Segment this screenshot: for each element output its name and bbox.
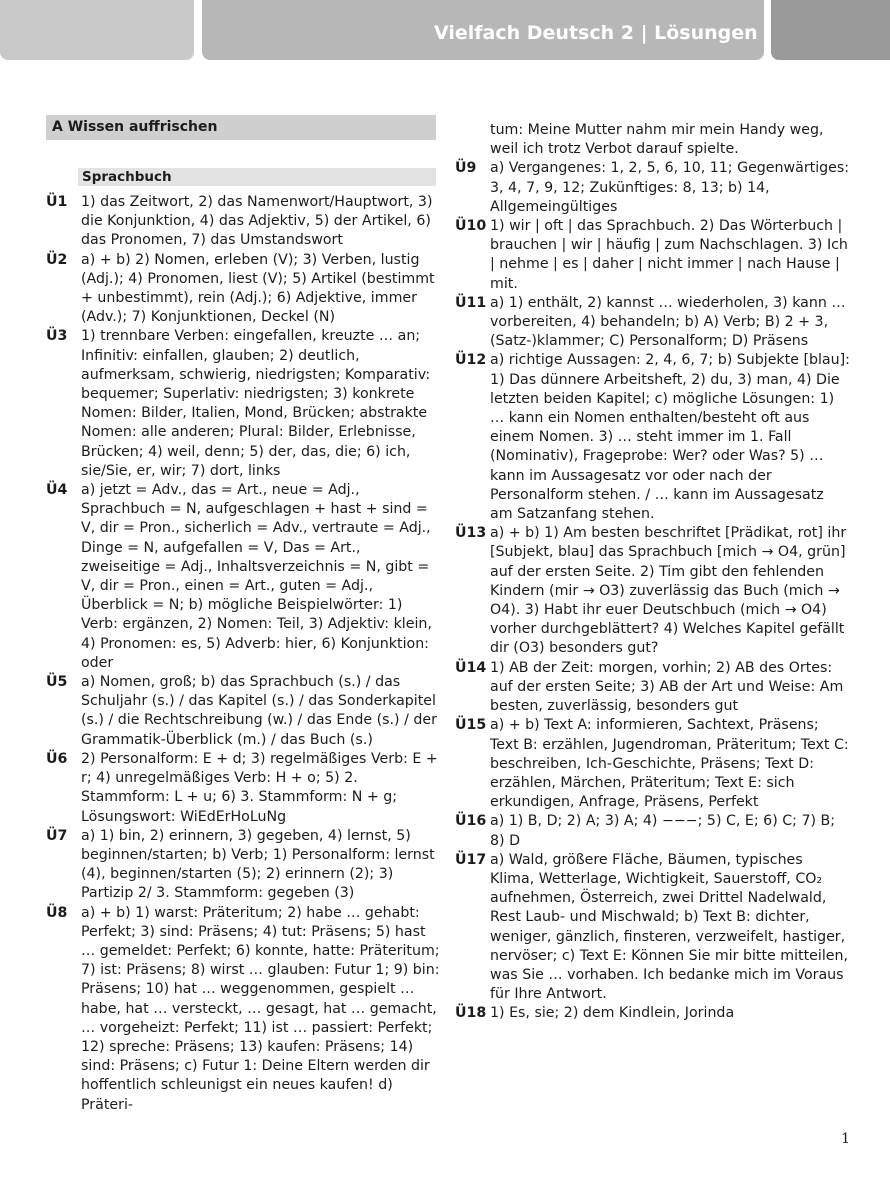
exercise-answer: 1) AB der Zeit: morgen, vorhin; 2) AB des Ortes: auf der ersten Seite; 3) AB der Art und Weise: Am besten, zuverlässig, besonders gut — [490, 659, 844, 715]
exercise-u18 — [455, 1004, 850, 1023]
exercise-answer: a) Wald, größere Fläche, Bäumen, typisches Klima, Wetterlage, Wichtigkeit, Sauerstoff, CO₂ aufnehmen, Österreich, zwei Drittel Nadelwald, Rest Laub- und Mischwald; b) Text B: dichter, weniger, gänzlich, finsteren, verzweifelt, hastiger, nervöser; c) Text E: Können Sie mir bitte mitteilen, was Sie … vorhaben. Ich bedanke mich im Voraus für Ihre Antwort. — [490, 851, 848, 1003]
exercise-u1 — [46, 193, 440, 251]
exercise-answer: a) + b) 1) warst: Präteritum; 2) habe … gehabt: Perfekt; 3) sind: Präsens; 4) tut: Präsens; 5) hast … gemeldet: Perfekt; 6) konnte, hatte: Präteritum; 7) ist: Präsens; 8) wirst … glauben: Futur 1; 9) bin: Präsens; 10) hat … weggenommen, gespielt … habe, hat … versteckt, … gesagt, hat … gemacht, … vorgeheizt: Perfekt; 11) ist … passiert: Perfekt; 12) spreche: Präsens; 13) kaufen: Präsens; 14) sind: Präsens; c) Futur 1: Deine Eltern werden dir hoffentlich schleunigst ein neues kaufen! d) Präteri- — [81, 904, 440, 1113]
page-number: 1 — [841, 1131, 850, 1147]
exercise-number: Ü4 — [46, 482, 68, 499]
exercise-u3 — [46, 327, 440, 481]
exercise-answer: a) + b) 1) Am besten beschriftet [Prädikat, rot] ihr [Subjekt, blau] das Sprachbuch [mich → O4, grün] auf der ersten Seite. 2) Tim gibt den fehlenden Kindern (mir → O3) zuverlässig das Buch (mich → O4). 3) Habt ihr euer Deutschbuch (mich → O4) vorher durchgeblättert? 4) Welches Kapitel gefällt dir (O3) besonders gut? — [490, 525, 847, 657]
exercise-u10 — [455, 217, 850, 294]
exercise-number: Ü18 — [455, 1005, 487, 1022]
exercise-u5 — [46, 673, 440, 750]
exercise-number: Ü8 — [46, 904, 68, 921]
exercise-answer: a) Nomen, groß; b) das Sprachbuch (s.) / das Schuljahr (s.) / das Kapitel (s.) / das Sonderkapitel (s.) / die Rechtschreibung (w.) / das Ende (s.) / der Grammatik-Überblick (m.) / das Buch (s.) — [81, 674, 437, 748]
exercise-u6 — [46, 750, 440, 827]
exercise-u8-continued — [455, 121, 850, 159]
exercise-number: Ü17 — [455, 851, 487, 868]
exercise-answer: a) 1) B, D; 2) A; 3) A; 4) −−−; 5) C, E; 6) C; 7) B; 8) D — [490, 813, 836, 849]
exercise-u7 — [46, 827, 440, 904]
exercise-u4 — [46, 481, 440, 673]
exercise-number: Ü14 — [455, 659, 487, 676]
exercise-u13 — [455, 524, 850, 658]
exercise-answer: a) jetzt = Adv., das = Art., neue = Adj., Sprachbuch = N, aufgeschlagen + hast + sind = V, dir = Pron., sicherlich = Adv., vertraute = Adj., Dinge = N, aufgefallen = V, Das = Art., zweiseitige = Adj., Inhaltsverzeichnis = N, gibt = V, dir = Pron., einen = Art., guten = Adj., Überblick = N; b) mögliche Beispielwörter: 1) Verb: ergänzen, 2) Nomen: Teil, 3) Adjektiv: klein, 4) Pronomen: es, 5) Adverb: hier, 6) Konjunktion: oder — [81, 482, 432, 671]
exercise-answer: a) richtige Aussagen: 2, 4, 6, 7; b) Subjekte [blau]: 1) Das dünnere Arbeitsheft, 2) du, 3) man, 4) Die letzten beiden Kapitel; c) mögliche Lösungen: 1) … kann ein Nomen enthalten/besteht oft aus einem Nomen. 3) … steht immer im 1. Fall (Nominativ), Frageprobe: Wer? oder Was? 5) … kann im Aussagesatz vor oder nach der Personalform stehen. / … kann im Aussagesatz am Satzanfang stehen. — [490, 352, 850, 523]
exercise-u16 — [455, 812, 850, 850]
exercise-u8 — [46, 904, 440, 1115]
exercise-u14 — [455, 659, 850, 717]
exercise-u17 — [455, 851, 850, 1005]
left-column — [46, 193, 440, 1115]
exercise-number: Ü9 — [455, 160, 477, 177]
exercise-u11 — [455, 294, 850, 352]
exercise-number: Ü3 — [46, 328, 68, 345]
exercise-answer: 2) Personalform: E + d; 3) regelmäßiges Verb: E + r; 4) unregelmäßiges Verb: H + o; 5) 2. Stammform: L + u; 6) 3. Stammform: N + g; Lösungswort: WiEdErHoLuNg — [81, 750, 438, 825]
section-heading: A Wissen auffrischen — [46, 115, 436, 140]
exercise-u15 — [455, 716, 850, 812]
exercise-number: Ü16 — [455, 813, 487, 830]
exercise-answer: tum: Meine Mutter nahm mir mein Handy weg, weil ich trotz Verbot darauf spielte. — [490, 122, 824, 158]
subsection-heading: Sprachbuch — [78, 168, 436, 186]
exercise-answer: 1) das Zeitwort, 2) das Namenwort/Hauptwort, 3) die Konjunktion, 4) das Adjektiv, 5) der Artikel, 6) das Pronomen, 7) das Umstandswort — [81, 194, 433, 249]
exercise-u2 — [46, 251, 440, 328]
header-tab-right — [771, 0, 890, 60]
exercise-answer: 1) Es, sie; 2) dem Kindlein, Jorinda — [490, 1005, 735, 1022]
exercise-number — [455, 121, 490, 159]
exercise-number: Ü12 — [455, 352, 487, 369]
exercise-number: Ü15 — [455, 717, 487, 734]
exercise-u12 — [455, 351, 850, 524]
page-title: Vielfach Deutsch 2 | Lösungen — [434, 22, 758, 44]
exercise-number: Ü5 — [46, 674, 68, 691]
exercise-answer: a) + b) 2) Nomen, erleben (V); 3) Verben, lustig (Adj.); 4) Pronomen, liest (V); 5) Artikel (bestimmt + unbestimmt), rein (Adj.); 6) Adjektive, immer (Adv.); 7) Konjunktionen, Deckel (N) — [81, 251, 435, 326]
exercise-number: Ü1 — [46, 194, 68, 210]
exercise-answer: a) Vergangenes: 1, 2, 5, 6, 10, 11; Gegenwärtiges: 3, 4, 7, 9, 12; Zukünftiges: 8, 13; b) 14, Allgemeingültiges — [490, 160, 850, 215]
exercise-u9 — [455, 159, 850, 217]
exercise-answer: a) 1) enthält, 2) kannst … wiederholen, 3) kann … vorbereiten, 4) behandeln; b) A) Verb; B) 2 + 3, (Satz-)klammer; C) Personalform; D) Präsens — [490, 294, 846, 350]
exercise-number: Ü6 — [46, 750, 68, 767]
exercise-number: Ü10 — [455, 218, 487, 235]
exercise-number: Ü7 — [46, 827, 68, 844]
exercise-answer: 1) wir | oft | das Sprachbuch. 2) Das Wörterbuch | brauchen | wir | häufig | zum Nachschlagen. 3) Ich | nehme | es | daher | nicht immer | nach Hause | mit. — [490, 218, 848, 292]
exercise-number: Ü13 — [455, 525, 487, 542]
exercise-number: Ü2 — [46, 251, 68, 268]
right-column — [455, 121, 850, 1024]
exercise-answer: 1) trennbare Verben: eingefallen, kreuzte … an; Infinitiv: einfallen, glauben; 2) deutlich, aufmerksam, schwierig, niedrigsten; Komparativ: bequemer; Superlativ: niedrigsten; 3) konkrete Nomen: Bilder, Italien, Mond, Brücken; abstrakte Nomen: alle anderen; Plural: Bilder, Erlebnisse, Brücken; 4) weil, denn; 5) der, das, die; 6) ich, sie/Sie, er, wir; 7) dort, links — [81, 328, 431, 479]
exercise-number: Ü11 — [455, 294, 487, 311]
exercise-answer: a) + b) Text A: informieren, Sachtext, Präsens; Text B: erzählen, Jugendroman, Präteritum; Text C: beschreiben, Ich-Geschichte, Präsens; Text D: erzählen, Märchen, Präteritum; Text E: sich erkundigen, Anfrage, Präsens, Perfekt — [490, 717, 849, 811]
exercise-answer: a) 1) bin, 2) erinnern, 3) gegeben, 4) lernst, 5) beginnen/starten; b) Verb; 1) Personalform: lernst (4), beginnen/starten (5); 2) erinnern (2); 3) Partizip 2/ 3. Stammform: gegeben (3) — [81, 827, 435, 902]
header-tab-left — [0, 0, 194, 60]
